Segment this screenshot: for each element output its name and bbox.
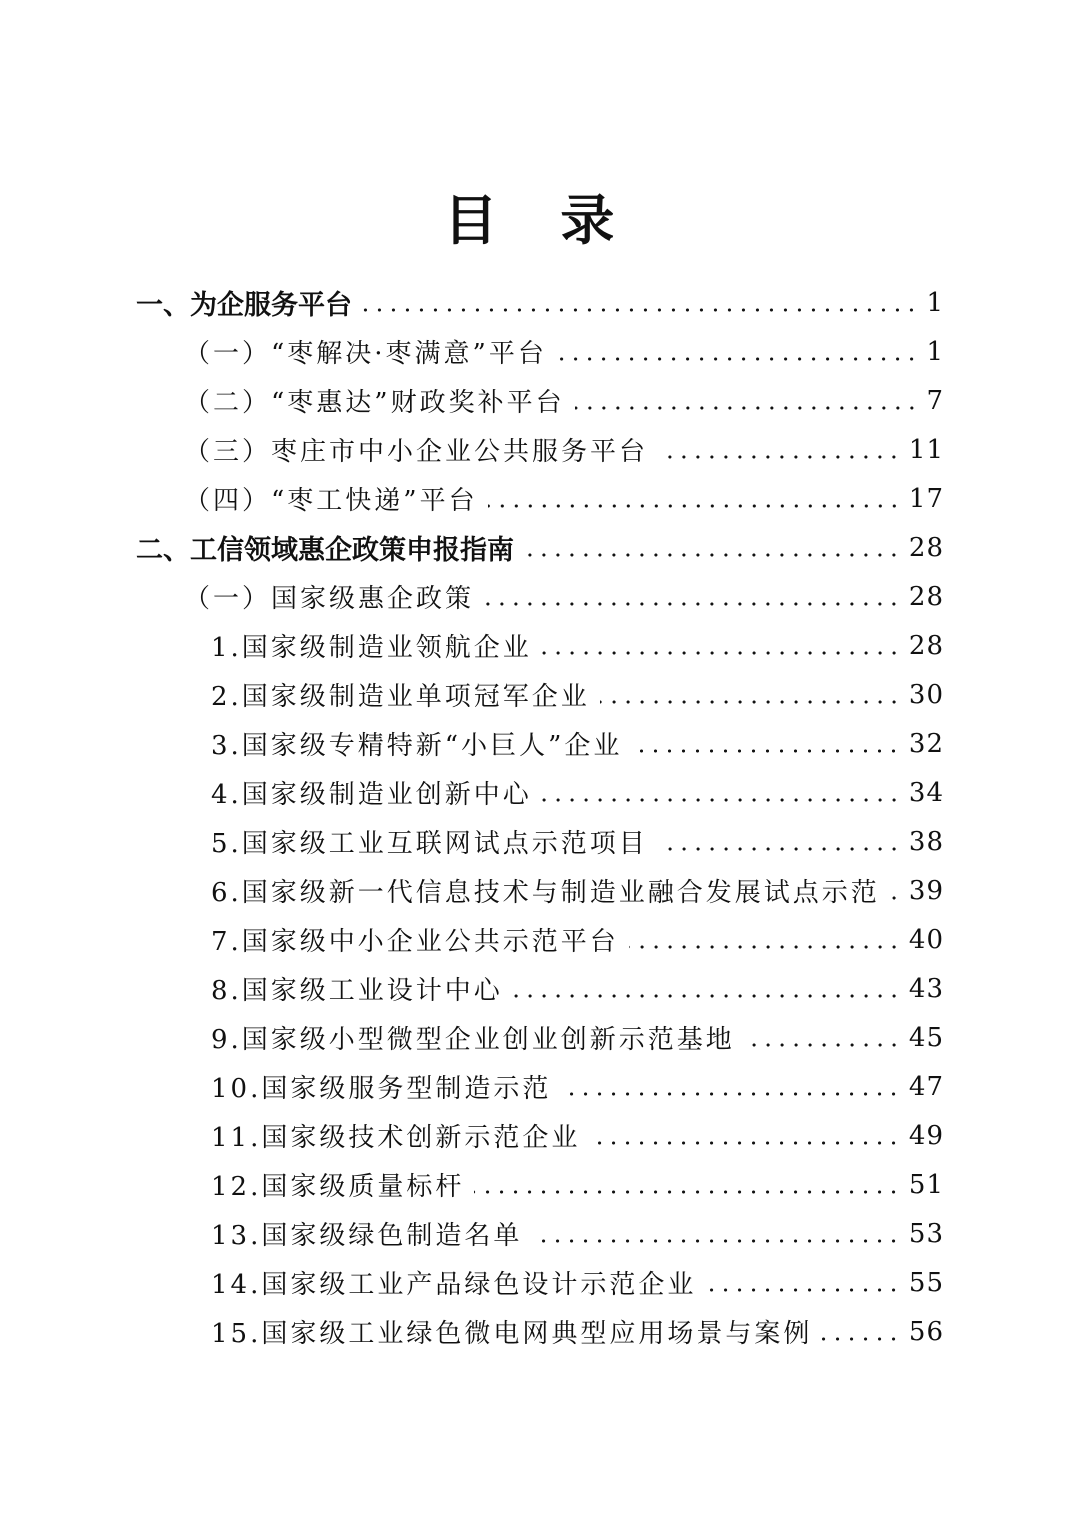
toc-entry-label: 3.国家级专精特新“小巨人”企业 bbox=[211, 731, 623, 761]
dot-leader bbox=[706, 1287, 901, 1293]
dot-leader bbox=[590, 1140, 901, 1146]
toc-entry[interactable] bbox=[211, 1209, 944, 1258]
toc-entry-page-number: 40 bbox=[908, 924, 944, 955]
toc-entry[interactable] bbox=[211, 1160, 944, 1209]
dot-leader bbox=[575, 405, 919, 411]
dot-leader bbox=[532, 1238, 901, 1244]
page-title: 目 录 bbox=[443, 188, 637, 252]
toc-entry[interactable] bbox=[211, 1111, 944, 1160]
toc-entry-label: 15.国家级工业绿色微电网典型应用场景与案例 bbox=[211, 1319, 813, 1349]
toc-entry[interactable] bbox=[211, 1307, 944, 1356]
toc-entry[interactable] bbox=[211, 1258, 944, 1307]
toc-entry-label: 二、工信领域惠企政策申报指南 bbox=[136, 535, 514, 566]
toc-entry-label: 4.国家级制造业创新中心 bbox=[211, 780, 532, 810]
toc-entry-page-number: 51 bbox=[908, 1169, 944, 1200]
toc-entry[interactable] bbox=[136, 278, 944, 327]
toc-entry[interactable] bbox=[211, 621, 944, 670]
dot-leader bbox=[484, 601, 901, 607]
toc-entry[interactable] bbox=[184, 376, 944, 425]
toc-entry-page-number: 30 bbox=[908, 679, 944, 710]
toc-entry-label: 13.国家级绿色制造名单 bbox=[211, 1221, 523, 1251]
toc-entry-label: 7.国家级中小企业公共示范平台 bbox=[211, 927, 619, 957]
toc-entry-page-number: 38 bbox=[908, 826, 944, 857]
toc-entry[interactable] bbox=[184, 474, 944, 523]
dot-leader bbox=[557, 356, 919, 362]
dot-leader bbox=[632, 748, 901, 754]
toc-entry-label: 一、为企服务平台 bbox=[136, 290, 352, 321]
toc-entry[interactable] bbox=[184, 425, 944, 474]
dot-leader bbox=[658, 454, 901, 460]
toc-entry-label: 1.国家级制造业领航企业 bbox=[211, 633, 532, 663]
dot-leader bbox=[362, 307, 918, 313]
toc-entry-label: 10.国家级服务型制造示范 bbox=[211, 1074, 552, 1104]
toc-entry-label: 6.国家级新一代信息技术与制造业融合发展试点示范 bbox=[211, 878, 880, 908]
toc-entry[interactable] bbox=[211, 1013, 944, 1062]
toc-entry-label: 9.国家级小型微型企业创业创新示范基地 bbox=[211, 1025, 735, 1055]
toc-entry-page-number: 56 bbox=[908, 1316, 944, 1347]
toc-entry[interactable] bbox=[211, 719, 944, 768]
toc-entry-label: （二）“枣惠达”财政奖补平台 bbox=[184, 388, 565, 418]
toc-entry-page-number: 32 bbox=[908, 728, 944, 759]
toc-entry-page-number: 7 bbox=[926, 385, 944, 416]
toc-entry-label: 2.国家级制造业单项冠军企业 bbox=[211, 682, 590, 712]
toc-entry-page-number: 45 bbox=[908, 1022, 944, 1053]
toc-entry-page-number: 55 bbox=[908, 1267, 944, 1298]
toc-entry-page-number: 49 bbox=[908, 1120, 944, 1151]
toc-entry-page-number: 1 bbox=[926, 336, 944, 367]
toc-entry-label: 11.国家级技术创新示范企业 bbox=[211, 1123, 581, 1153]
toc-entry-page-number: 1 bbox=[926, 287, 944, 318]
toc-entry-page-number: 28 bbox=[908, 581, 944, 612]
toc-entry[interactable] bbox=[211, 964, 944, 1013]
dot-leader bbox=[745, 1042, 901, 1048]
dot-leader bbox=[822, 1336, 901, 1342]
dot-leader bbox=[524, 552, 901, 558]
toc-entry[interactable] bbox=[211, 670, 944, 719]
toc-entry-label: （一）国家级惠企政策 bbox=[184, 584, 475, 614]
dot-leader bbox=[542, 797, 901, 803]
toc-entry-label: （一）“枣解决·枣满意”平台 bbox=[184, 339, 547, 369]
toc-entry-page-number: 53 bbox=[908, 1218, 944, 1249]
toc-entry-label: （三）枣庄市中小企业公共服务平台 bbox=[184, 437, 649, 467]
toc-entry[interactable] bbox=[211, 768, 944, 817]
dot-leader bbox=[542, 650, 901, 656]
dot-leader bbox=[513, 993, 901, 999]
toc-entry-label: （四）“枣工快递”平台 bbox=[184, 486, 478, 516]
toc-entry[interactable] bbox=[211, 817, 944, 866]
dot-leader bbox=[890, 895, 901, 901]
toc-entry[interactable] bbox=[211, 915, 944, 964]
toc-entry-page-number: 43 bbox=[908, 973, 944, 1004]
dot-leader bbox=[488, 503, 901, 509]
dot-leader bbox=[658, 846, 901, 852]
dot-leader bbox=[629, 944, 901, 950]
toc-entry[interactable] bbox=[136, 523, 944, 572]
toc-entry[interactable] bbox=[184, 327, 944, 376]
dot-leader bbox=[474, 1189, 901, 1195]
toc-entry-page-number: 34 bbox=[908, 777, 944, 808]
dot-leader bbox=[561, 1091, 901, 1097]
toc-entry-label: 5.国家级工业互联网试点示范项目 bbox=[211, 829, 648, 859]
toc-entry-label: 8.国家级工业设计中心 bbox=[211, 976, 503, 1006]
toc-entry-page-number: 47 bbox=[908, 1071, 944, 1102]
toc-entry-label: 12.国家级质量标杆 bbox=[211, 1172, 465, 1202]
toc-entry-page-number: 11 bbox=[908, 434, 944, 465]
toc-entry-page-number: 17 bbox=[908, 483, 944, 514]
toc-entry[interactable] bbox=[211, 1062, 944, 1111]
toc-entry[interactable] bbox=[211, 866, 944, 915]
dot-leader bbox=[600, 699, 901, 705]
toc-entry-label: 14.国家级工业产品绿色设计示范企业 bbox=[211, 1270, 697, 1300]
toc-entry-page-number: 28 bbox=[908, 630, 944, 661]
toc-entry-page-number: 28 bbox=[908, 532, 944, 563]
toc-entry-page-number: 39 bbox=[908, 875, 944, 906]
toc-entry[interactable] bbox=[184, 572, 944, 621]
